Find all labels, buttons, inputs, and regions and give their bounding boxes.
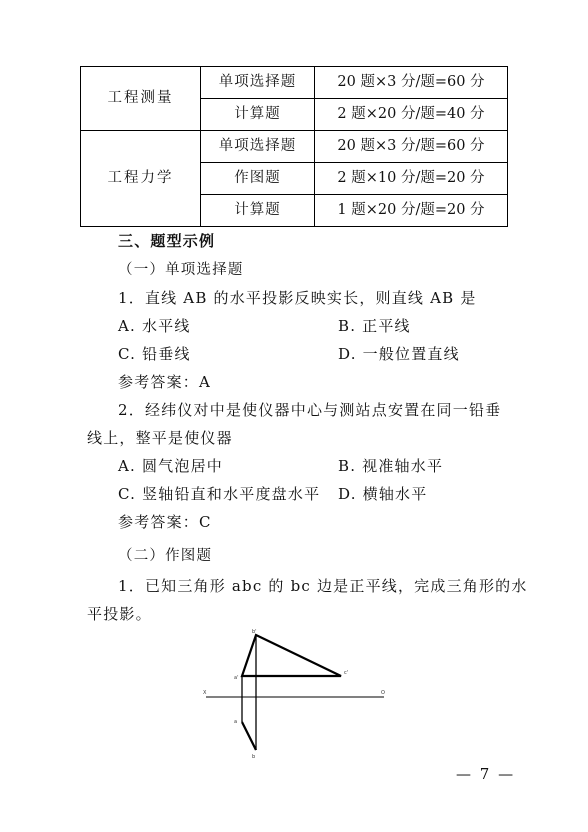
- option-a: A. 水平线: [118, 317, 191, 335]
- label-origin: O: [381, 690, 385, 696]
- option-b: B. 正平线: [338, 317, 411, 335]
- option-d: D. 横轴水平: [338, 485, 428, 503]
- score-cell: 20 题×3 分/题=60 分: [315, 67, 508, 99]
- drawing-question-stem-line2: 平投影。: [87, 605, 152, 623]
- drawing-question-stem-line1: 1．已知三角形 abc 的 bc 边是正平线，完成三角形的水: [118, 577, 528, 595]
- option-b: B. 视准轴水平: [338, 457, 444, 475]
- answer-2: 参考答案：C: [118, 513, 212, 531]
- subject-cell: 工程测量: [81, 67, 201, 131]
- triangle-front-view: [242, 635, 341, 676]
- line-ab-top-view: [242, 722, 256, 750]
- question-2-stem-line2: 线上，整平是使仪器: [87, 429, 233, 447]
- score-cell: 2 题×10 分/题=20 分: [315, 163, 508, 195]
- question-type-cell: 作图题: [201, 163, 315, 195]
- question-2-stem-line1: 2．经纬仪对中是使仪器中心与测站点安置在同一铅垂: [118, 401, 502, 419]
- label-b-prime: b': [252, 629, 257, 635]
- answer-1: 参考答案：A: [118, 373, 212, 391]
- option-d: D. 一般位置直线: [338, 345, 460, 363]
- subject-cell: 工程力学: [81, 131, 201, 227]
- option-c: C. 竖轴铅直和水平度盘水平: [118, 485, 321, 503]
- question-type-cell: 计算题: [201, 99, 315, 131]
- label-c-prime: c': [344, 670, 349, 676]
- question-type-cell: 计算题: [201, 195, 315, 227]
- option-a: A. 圆气泡居中: [118, 457, 223, 475]
- part1-heading: （一）单项选择题: [118, 262, 244, 278]
- question-type-cell: 单项选择题: [201, 67, 315, 99]
- part2-heading: （二）作图题: [118, 548, 213, 564]
- label-a-prime: a': [234, 675, 239, 681]
- question-type-cell: 单项选择题: [201, 131, 315, 163]
- section-heading: 三、题型示例: [118, 232, 216, 250]
- score-cell: 2 题×20 分/题=40 分: [315, 99, 508, 131]
- label-x-axis: X: [203, 690, 207, 696]
- score-cell: 1 题×20 分/题=20 分: [315, 195, 508, 227]
- question-1-stem: 1．直线 AB 的水平投影反映实长，则直线 AB 是: [118, 289, 477, 307]
- option-c: C. 铅垂线: [118, 345, 191, 363]
- page-number: — 7 —: [456, 765, 516, 783]
- score-cell: 20 题×3 分/题=60 分: [315, 131, 508, 163]
- label-b: b: [252, 754, 256, 760]
- label-a: a: [234, 719, 238, 725]
